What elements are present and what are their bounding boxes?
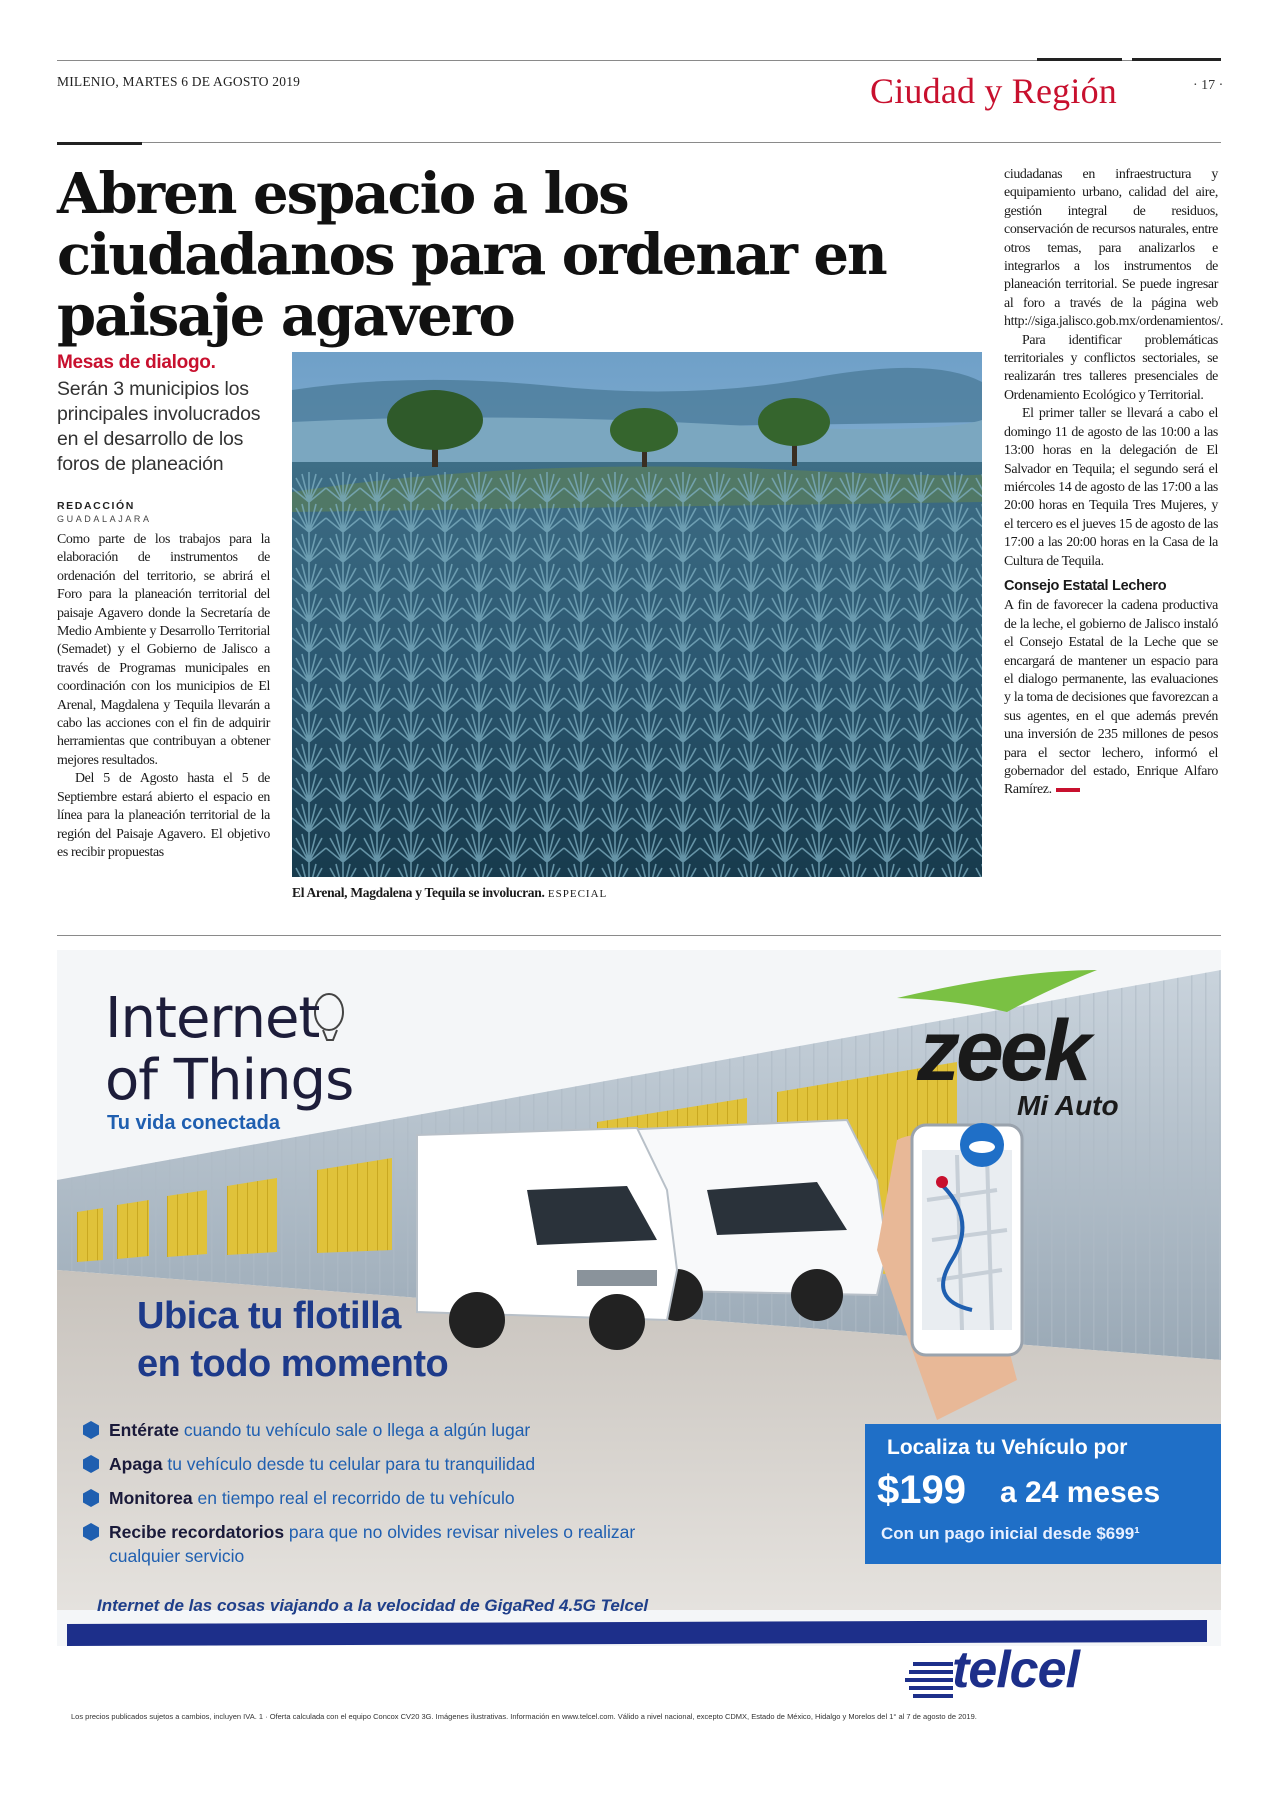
agave-field-photo: [292, 352, 982, 877]
iot-title-line2: of Things: [105, 1048, 354, 1113]
ad-bullet-text: cuando tu vehículo sale o llega a algún lugar: [179, 1420, 531, 1440]
summary-kicker: Mesas de dialogo.: [57, 352, 216, 373]
summary-text: Serán 3 municipios los principales involucrados en el desarrollo de los foros de planeación: [57, 378, 261, 475]
body-paragraph: ciudadanas en infraestructura y equipamiento urbano, calidad del aire, gestión integral de residuos, conservación de recursos naturales, entre otros temas, para analizarlos e integrarlos a los instrumentos de planeación territorial. Se puede ingresar al foro a través de la página web http://siga.jalisco.gob.mx/ordenamientos/.: [1004, 167, 1224, 330]
ad-bullet-list: [79, 1418, 639, 1578]
offer-box: [865, 1424, 1221, 1564]
ad-bullet-text: tu vehículo desde tu celular para tu tranquilidad: [162, 1454, 536, 1474]
body-paragraph: Para identificar problemáticas territoriales y conflictos sectoriales, se realizarán tres talleres presenciales de Ordenamiento Ecológico y Territorial.: [1004, 332, 1218, 403]
body-paragraph: Como parte de los trabajos para la elaboración de instrumentos de ordenación del territorio, se abrirá el Foro para la planeación territorial del paisaje Agavero donde la Secretaría de Medio Ambiente y Desarrollo Territorial (Semadet) y el Gobierno de Jalisco a través de Programas municipales en coordinación con los municipios de El Arenal, Magdalena y Tequila llevarán a cabo las acciones con el fin de adquirir herramientas que contribuyan a obtener mejores resultados.: [57, 532, 270, 768]
header-accent-bar-1: [1037, 58, 1122, 61]
article-headline: Abren espacio a los ciudadanos para ordenar en paisaje agavero: [57, 161, 886, 349]
hexagon-icon: [83, 1489, 99, 1507]
telcel-advertisement[interactable]: [57, 950, 1221, 1735]
subhead: Consejo Estatal Lechero: [1004, 577, 1167, 594]
ad-headline-line2: en todo momento: [137, 1343, 449, 1385]
iot-title: [105, 988, 353, 1112]
body-paragraph: El primer taller se llevará a cabo el domingo 11 de agosto de las 10:00 a las 13:00 horas en la delegación de El Salvador en Tequila; el segundo será el miércoles 14 de agosto de las 17:00 a las 20:00 horas en Tequila Tres Mujeres, y el tercero es el jueves 15 de agosto de las 17:00 a las 20:00 horas en la Casa de la Cultura de Tequila.: [1004, 406, 1218, 569]
ad-bullet-bold: Apaga: [109, 1454, 163, 1474]
headline-accent-bar: [57, 142, 142, 145]
telcel-logo: telcel: [952, 1641, 1079, 1699]
ad-bullet-bold: Monitorea: [109, 1488, 193, 1508]
ad-bullet: [79, 1418, 639, 1442]
ad-headline-line1: Ubica tu flotilla: [137, 1295, 401, 1337]
photo-credit: ESPECIAL: [547, 888, 608, 900]
header-accent-bar-2: [1132, 58, 1221, 61]
body-paragraph: Del 5 de Agosto hasta el 5 de Septiembre estará abierto el espacio en línea para la planeación territorial de la región del Paisaje Agavero. El objetivo es recibir propuestas: [57, 771, 270, 860]
ad-bullet: [79, 1520, 639, 1568]
offer-price: $199: [877, 1468, 966, 1512]
ad-bullet-text: en tiempo real el recorrido de tu vehículo: [192, 1488, 515, 1508]
zeek-logo: zeek: [917, 1003, 1088, 1099]
offer-line1: Localiza tu Vehículo por: [887, 1436, 1128, 1459]
offer-term: a 24 meses: [1000, 1476, 1161, 1509]
header-bottom-rule: [57, 142, 1221, 143]
hexagon-icon: [83, 1455, 99, 1473]
ad-separator-rule: [57, 935, 1221, 936]
iot-title-line1: Internet: [105, 986, 320, 1051]
body-column-left: [57, 531, 270, 862]
page-number: · 17 ·: [1193, 78, 1224, 93]
photo-caption-text: El Arenal, Magdalena y Tequila se involucran.: [292, 885, 545, 900]
byline: REDACCIÓN: [57, 500, 135, 512]
ad-bullet-bold: Recibe recordatorios: [109, 1522, 285, 1542]
zeek-subtitle: Mi Auto: [1017, 1090, 1119, 1121]
ad-bullet-text: para que no olvides revisar niveles o realizar cualquier servicio: [109, 1522, 636, 1566]
section-title: Ciudad y Región: [870, 71, 1117, 111]
body-column-right: [1004, 166, 1224, 800]
hexagon-icon: [83, 1421, 99, 1439]
ad-bullet: [79, 1452, 639, 1476]
hexagon-icon: [83, 1523, 99, 1541]
body-paragraph-last: [1004, 597, 1218, 799]
white-vans: [417, 1120, 887, 1350]
offer-down-payment: Con un pago inicial desde $699¹: [881, 1524, 1140, 1543]
byline-city: GUADALAJARA: [57, 514, 152, 524]
photo-caption: [292, 885, 607, 901]
ad-fineprint: Los precios publicados sujetos a cambios, incluyen IVA. 1 · Oferta calculada con el equipo Concox CV20 3G. Imágenes ilustrativas. Información en www.telcel.com. Válido a nivel nacional, excepto CDMX, Estado de México, Hidalgo y Morelos del 1° al 7 de agosto de 2019.: [71, 1712, 977, 1721]
end-mark-icon: [1056, 788, 1080, 792]
ad-headline: [137, 1292, 448, 1388]
ad-slogan: Internet de las cosas viajando a la velocidad de GigaRed 4.5G Telcel: [97, 1596, 649, 1615]
iot-tagline: Tu vida conectada: [107, 1112, 281, 1134]
body-paragraph-text: A fin de favorecer la cadena productiva de la leche, el gobierno de Jalisco instaló el Consejo Estatal de la Leche que se encargará de mantener un espacio para el dialogo permanente, las evaluaciones y la toma de decisiones que favorezcan a sus agentes, en el que además prevén una inversión de 235 millones de pesos para el sector lechero, informó el gobernador del estado, Enrique Alfaro Ramírez.: [1004, 598, 1218, 798]
header-date: MILENIO, MARTES 6 DE AGOSTO 2019: [57, 74, 301, 89]
ad-bullet-bold: Entérate: [109, 1420, 180, 1440]
ad-bullet: [79, 1486, 639, 1510]
